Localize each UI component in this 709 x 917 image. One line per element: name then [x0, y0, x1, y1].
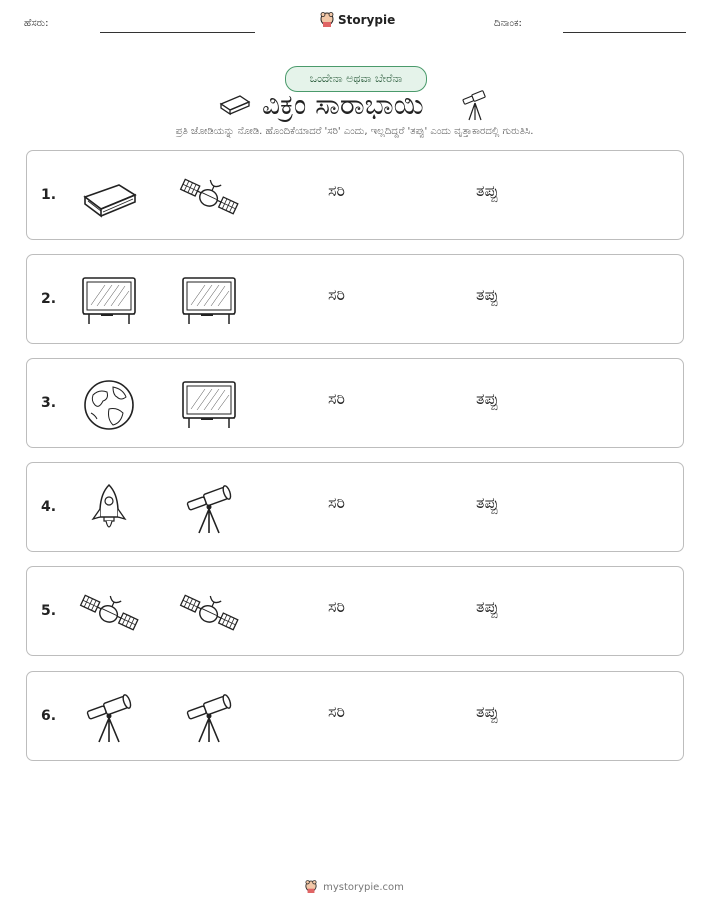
question-number: 5. — [41, 603, 57, 619]
date-label: ದಿನಾಂಕ: — [494, 18, 522, 29]
book-icon — [79, 171, 139, 223]
name-label: ಹೆಸರು: — [24, 18, 49, 29]
telescope-icon — [179, 692, 239, 744]
option-same[interactable]: ಸರಿ — [328, 285, 345, 304]
satellite-icon — [179, 587, 239, 639]
option-different[interactable]: ತಪ್ಪು — [476, 181, 499, 200]
telescope-icon — [179, 483, 239, 535]
option-different[interactable]: ತಪ್ಪು — [476, 389, 499, 408]
book-icon — [218, 90, 252, 120]
question-row — [26, 566, 684, 656]
globe-icon — [79, 379, 139, 431]
storypie-mascot-icon — [305, 880, 317, 894]
question-number: 4. — [41, 499, 57, 515]
date-field[interactable] — [563, 32, 686, 33]
activity-badge: ಒಂದೇನಾ ಅಥವಾ ಬೇರೆನಾ — [285, 66, 427, 92]
name-field[interactable] — [100, 32, 255, 33]
option-same[interactable]: ಸರಿ — [328, 181, 345, 200]
telescope-icon — [460, 88, 490, 126]
storypie-mascot-icon — [320, 12, 334, 28]
brand-logo — [320, 12, 395, 28]
blackboard-icon — [79, 275, 139, 327]
page-title: ವಿಕ್ರಂ ಸಾರಾಭಾಯಿ — [262, 88, 424, 121]
option-same[interactable]: ಸರಿ — [328, 493, 345, 512]
question-number: 3. — [41, 395, 57, 411]
question-number: 6. — [41, 708, 57, 724]
blackboard-icon — [179, 379, 239, 431]
question-number: 1. — [41, 187, 57, 203]
question-row — [26, 462, 684, 552]
option-different[interactable]: ತಪ್ಪು — [476, 493, 499, 512]
option-same[interactable]: ಸರಿ — [328, 389, 345, 408]
question-row — [26, 358, 684, 448]
question-row — [26, 671, 684, 761]
blackboard-icon — [179, 275, 239, 327]
option-different[interactable]: ತಪ್ಪು — [476, 285, 499, 304]
option-different[interactable]: ತಪ್ಪು — [476, 702, 499, 721]
instructions-text: ಪ್ರತಿ ಜೋಡಿಯನ್ನು ನೋಡಿ. ಹೊಂದಿಕೆಯಾದರೆ 'ಸರಿ' ಎಂದು, ಇಲ್ಲದಿದ್ದರೆ 'ತಪ್ಪು' ಎಂದು ವೃತ್ತಾಕಾರದಲ್ಲಿ ಗುರುತಿಸಿ. — [175, 126, 534, 137]
satellite-icon — [79, 587, 139, 639]
option-same[interactable]: ಸರಿ — [328, 702, 345, 721]
option-same[interactable]: ಸರಿ — [328, 597, 345, 616]
question-row — [26, 150, 684, 240]
footer-url[interactable]: mystorypie.com — [323, 881, 404, 893]
telescope-icon — [79, 692, 139, 744]
brand-name: Storypie — [338, 13, 396, 27]
satellite-icon — [179, 171, 239, 223]
rocket-icon — [79, 483, 139, 535]
footer — [0, 880, 709, 894]
option-different[interactable]: ತಪ್ಪು — [476, 597, 499, 616]
question-number: 2. — [41, 291, 57, 307]
question-row — [26, 254, 684, 344]
